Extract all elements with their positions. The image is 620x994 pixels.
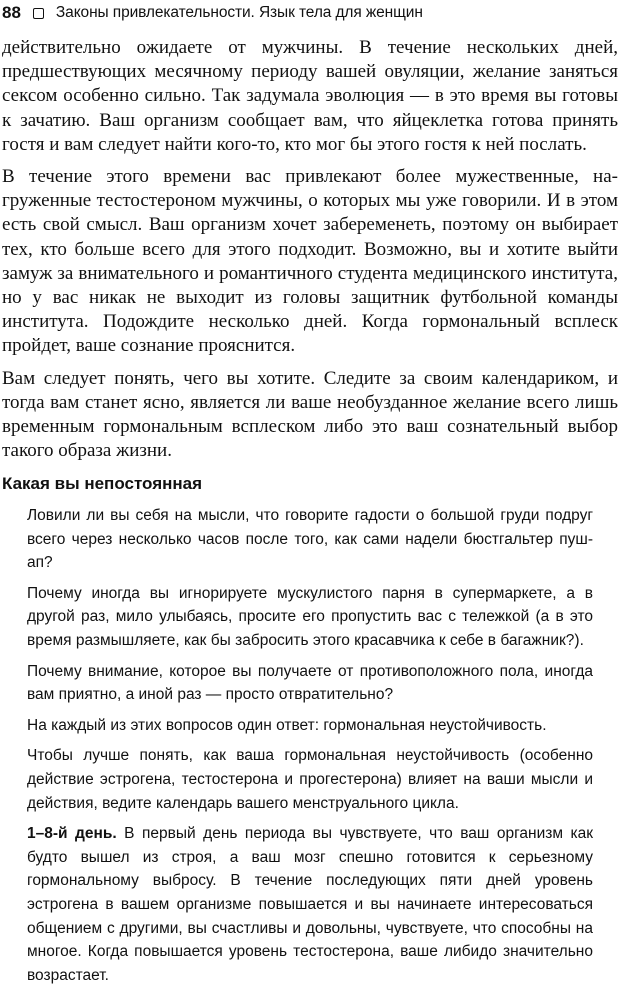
- body-paragraph: В течение этого времени вас привлекают более мужественные, нагруженные тестостероном мужчины, о которых мы уже говорили. И в этом есть свой смысл. Ваш организм хочет забеременеть, поэтому он выбирает тех, кто больше всего для этого подходит. Возможно, вы и хотите выйти замуж за внимательного и романтичного студента медицинского института, но у вас никак не выходит из головы защитник футбольной команды института. Подождите несколько дней. Когда гормональный всплеск пройдет, ваше сознание прояснится.: [2, 166, 618, 357]
- square-icon: [33, 8, 44, 19]
- book-title: Законы привлекательности. Язык тела для женщин: [55, 4, 423, 21]
- body-paragraph: действительно ожидаете от мужчины. В течение нескольких дней, предшествующих месячному периоду вашей овуляции, желание заняться сексом особенно сильно. Так задумала эволюция — в это время вы готовы к зачатию. Ваш организм сообщает вам, что яйцеклетка готова принять гостя и вам следует найти кого-то, кто мог бы этого гостя к ней послать.: [2, 37, 618, 155]
- section-heading: Какая вы непостоянная: [2, 474, 203, 493]
- section-body: [27, 504, 593, 994]
- body-text: [2, 36, 618, 471]
- section-paragraph: Почему иногда вы игнорируете мускулистого парня в супермаркете, а в другой раз, мило улыбаясь, просите его пропустить вас с тележкой (а в это время размышляете, как бы забросить этого красавчика к себе в багажник?).: [27, 584, 593, 649]
- section-paragraph: Чтобы лучше понять, как ваша гормональная неустойчивость (особенно действие эстрогена, тестостерона и прогестерона) влияет на ваши мысли и действия, ведите календарь вашего менструального цикла.: [27, 747, 593, 812]
- section-paragraph: Почему внимание, которое вы получаете от противоположного пола, иногда вам приятно, а иной раз — просто отвратительно?: [27, 662, 593, 704]
- section-paragraph: На каждый из этих вопросов один ответ: гормональная неустойчивость.: [27, 716, 547, 734]
- day-text: В первый день периода вы чувствуете, что ваш организм как будто вышел из строя, а ваш мозг спешно готовится к серьезному гормональному выбросу. В течение последующих пяти дней уровень эстрогена в вашем организме повышается и вы начинаете интересоваться общением с другими, вы счастливы и довольны, чувствуете, что способны на многое. Когда повышается уровень тестостерона, ваше либидо значительно возрастает.: [27, 825, 594, 984]
- section-paragraph: Ловили ли вы себя на мысли, что говорите гадости о большой груди подруг всего через несколько часов после того, как сами надели бюстгальтер пуш-ап?: [27, 507, 593, 572]
- body-paragraph: Вам следует понять, чего вы хотите. Следите за своим календариком, и тогда вам станет ясно, является ли ваше необузданное желание всего лишь временным гормональным всплеском либо это ваш сознательный выбор такого образа жизни.: [2, 367, 618, 462]
- day-entry: [27, 822, 593, 987]
- page-number: 88: [2, 3, 21, 22]
- day-label: 1–8-й день.: [27, 825, 117, 843]
- running-head: [2, 2, 423, 24]
